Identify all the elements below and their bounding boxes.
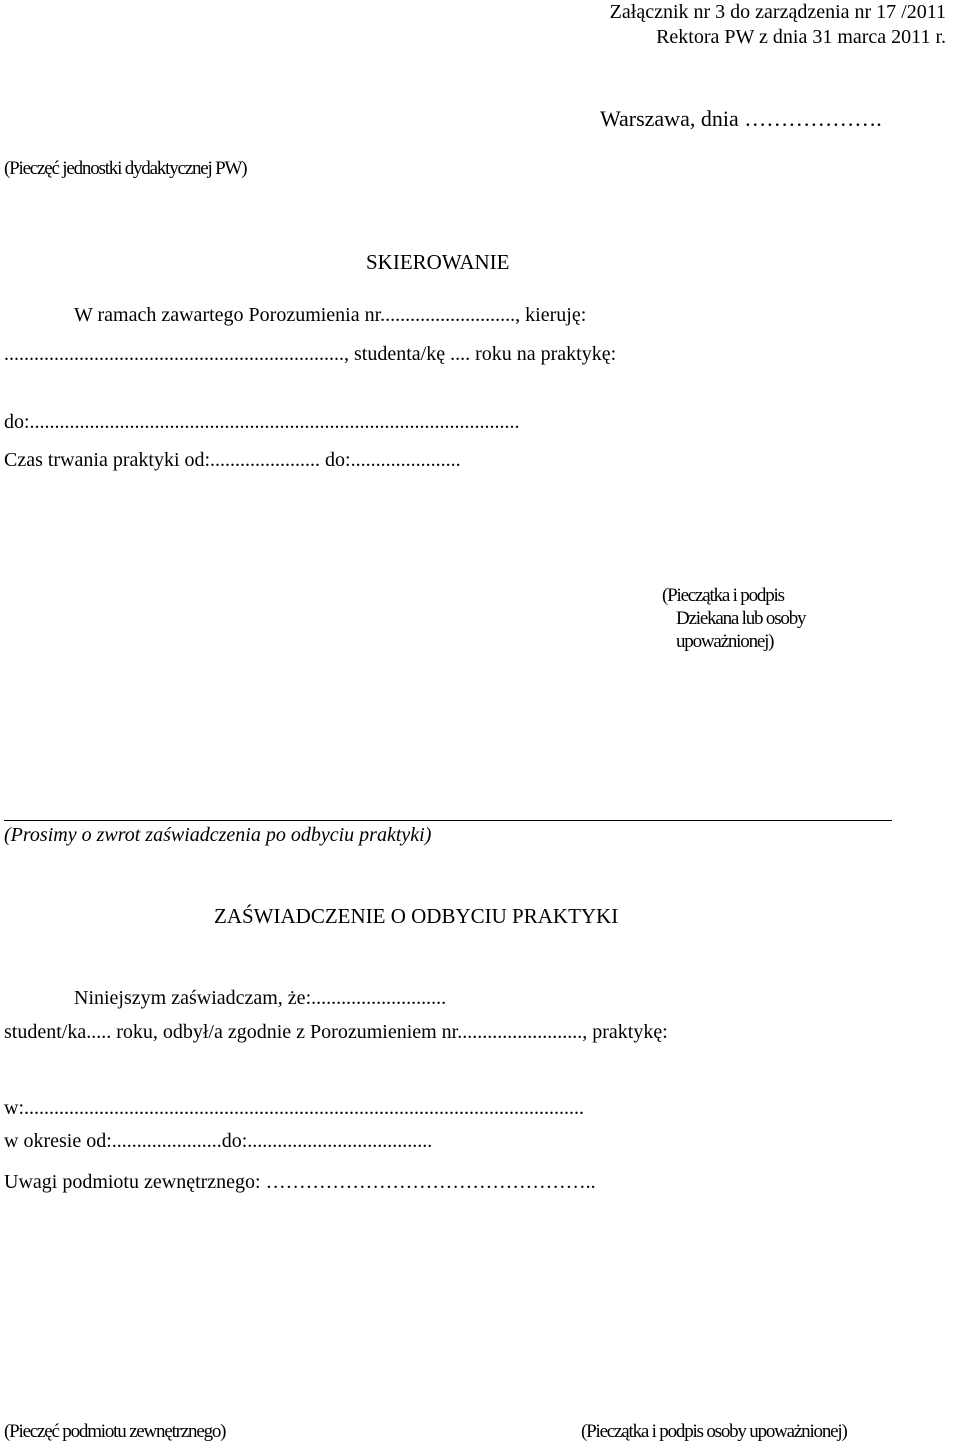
attachment-line-1: Załącznik nr 3 do zarządzenia nr 17 /2011 [609, 1, 946, 23]
certificate-period-line: w okresie od:......................do:..................................... [4, 1130, 433, 1152]
external-stamp-caption: (Pieczęć podmiotu zewnętrznego) [4, 1421, 226, 1442]
referral-title: SKIEROWANIE [366, 250, 510, 274]
attachment-line-2: Rektora PW z dnia 31 marca 2011 r. [656, 26, 946, 48]
section-divider [4, 820, 892, 821]
referral-student-line: ...................................................................., studenta/kę .... roku na praktykę: [4, 343, 617, 365]
referral-duration-line: Czas trwania praktyki od:...................... do:...................... [4, 449, 461, 471]
certificate-declaration-line: Niniejszym zaświadczam, że:........................... [74, 987, 447, 1009]
return-note: (Prosimy o zwrot zaświadczenia po odbyciu praktyki) [4, 824, 432, 846]
city-date-line: Warszawa, dnia ………………. [600, 106, 882, 131]
unit-stamp-caption: (Pieczęć jednostki dydaktycznej PW) [4, 158, 247, 179]
certificate-student-line: student/ka..... roku, odbył/a zgodnie z Porozumieniem nr........................., praktykę: [4, 1021, 668, 1043]
certificate-place-line: w:................................................................................................................ [4, 1097, 584, 1119]
dean-stamp-caption-2: Dziekana lub osoby [676, 608, 806, 629]
certificate-title: ZAŚWIADCZENIE O ODBYCIU PRAKTYKI [214, 904, 619, 928]
authorized-signature-caption: (Pieczątka i podpis osoby upoważnionej) [581, 1421, 847, 1442]
referral-agreement-line: W ramach zawartego Porozumienia nr..........................., kieruję: [74, 304, 587, 326]
referral-destination-line: do:.................................................................................................. [4, 411, 520, 433]
dean-stamp-caption-3: upoważnionej) [676, 631, 774, 652]
dean-stamp-caption-1: (Pieczątka i podpis [662, 585, 784, 606]
certificate-remarks-line: Uwagi podmiotu zewnętrznego: ………………………………………….. [4, 1171, 596, 1193]
